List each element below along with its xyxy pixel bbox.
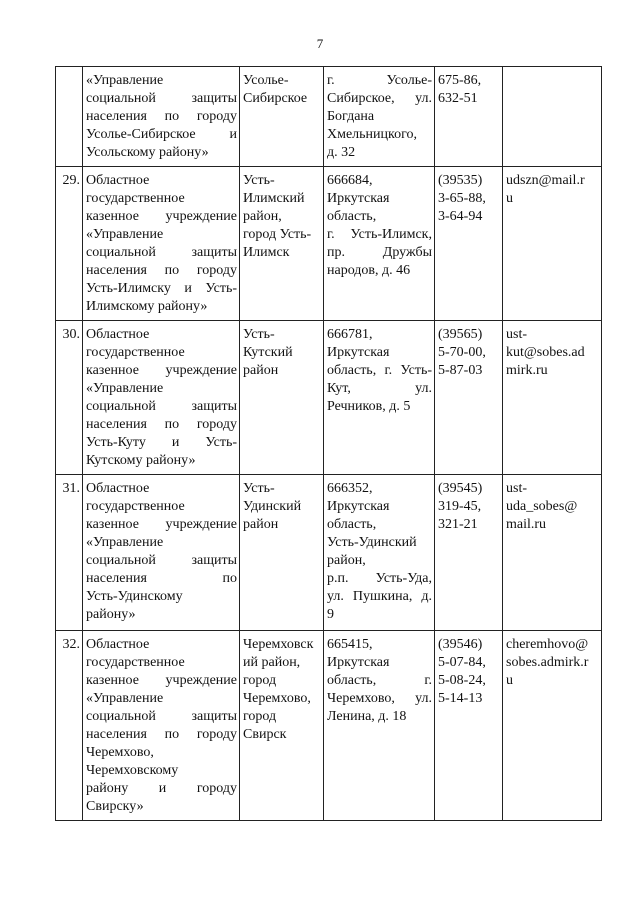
- organization-name-line: Кутскому району»: [86, 453, 196, 468]
- organization-name-line: «Управление: [86, 73, 164, 88]
- phone-numbers-line: 5-14-13: [438, 691, 483, 706]
- area-name-line: Илимск: [243, 245, 290, 260]
- area-name-line: город: [243, 673, 277, 688]
- area-name-cell: [240, 475, 324, 631]
- address-line: Иркутская: [327, 191, 390, 206]
- organization-name-line: населения по: [86, 571, 237, 586]
- organization-name-line: «Управление: [86, 535, 164, 550]
- organization-name-line: Усть-Куту и Усть-: [86, 435, 237, 450]
- organization-name-cell: [83, 475, 240, 631]
- row-number: 31.: [56, 475, 83, 631]
- address-line: Иркутская: [327, 345, 390, 360]
- area-name-line: район: [243, 363, 279, 378]
- address-line: Усть-Удинский: [327, 535, 417, 550]
- organization-name-line: социальной защиты: [86, 245, 237, 260]
- address-line: область,: [327, 517, 377, 532]
- area-name-line: Черемховск: [243, 637, 314, 652]
- phone-numbers-line: (39565): [438, 327, 483, 342]
- organization-name-line: государственное: [86, 655, 185, 670]
- address-line: Иркутская: [327, 655, 390, 670]
- organization-name-line: Областное: [86, 173, 150, 188]
- organization-name-line: социальной защиты: [86, 399, 237, 414]
- area-name-line: Удинский: [243, 499, 302, 514]
- address-cell: [324, 321, 435, 475]
- organization-name-line: социальной защиты: [86, 91, 237, 106]
- address-line: Речников, д. 5: [327, 399, 411, 414]
- email-address-line[interactable]: kut@sobes.ad: [506, 345, 585, 360]
- phone-numbers-line: (39545): [438, 481, 483, 496]
- address-cell: [324, 631, 435, 821]
- address-line: пр. Дружбы: [327, 245, 432, 260]
- organization-name-cell: [83, 67, 240, 167]
- organization-name-line: населения по городу: [86, 727, 237, 742]
- address-line: Кут, ул.: [327, 381, 432, 396]
- email-address-line[interactable]: mail.ru: [506, 517, 547, 532]
- table-row: [56, 321, 602, 475]
- organization-name-line: казенное учреждение: [86, 673, 237, 688]
- organization-name-line: Илимскому району»: [86, 299, 208, 314]
- organization-name-line: государственное: [86, 345, 185, 360]
- organization-name-line: Усолье-Сибирское и: [86, 127, 237, 142]
- email-address-line[interactable]: mirk.ru: [506, 363, 548, 378]
- email-address-cell: [503, 321, 602, 475]
- organization-name-line: «Управление: [86, 227, 164, 242]
- email-address-cell: [503, 67, 602, 167]
- address-line: 666781,: [327, 327, 373, 342]
- organization-name-line: Областное: [86, 637, 150, 652]
- area-name-cell: [240, 167, 324, 321]
- phone-numbers-line: 5-08-24,: [438, 673, 486, 688]
- organization-name-line: населения по городу: [86, 109, 237, 124]
- table-row: [56, 475, 602, 631]
- phone-numbers-line: 675-86,: [438, 73, 482, 88]
- area-name-line: Черемхово,: [243, 691, 311, 706]
- area-name-line: Усолье-: [243, 73, 289, 88]
- address-line: г. Усолье-: [327, 73, 432, 88]
- area-name-line: город Усть-: [243, 227, 312, 242]
- organization-name-line: Усть-Илимску и Усть-: [86, 281, 237, 296]
- organization-name-line: Черемхово,: [86, 745, 154, 760]
- email-address-cell: [503, 167, 602, 321]
- address-line: Черемхово, ул.: [327, 691, 432, 706]
- area-name-line: Усть-: [243, 481, 275, 496]
- organization-name-line: Усть-Удинскому: [86, 589, 183, 604]
- organization-name-line: социальной защиты: [86, 709, 237, 724]
- organization-name-line: «Управление: [86, 691, 164, 706]
- organization-name-line: казенное учреждение: [86, 363, 237, 378]
- phone-numbers-line: 5-07-84,: [438, 655, 486, 670]
- organization-name-cell: [83, 321, 240, 475]
- organization-name-line: Областное: [86, 327, 150, 342]
- address-line: область, г. Усть-: [327, 363, 432, 378]
- email-address-line[interactable]: cheremhovo@: [506, 637, 589, 652]
- phone-numbers-cell: [435, 475, 503, 631]
- page-number: 7: [316, 36, 324, 51]
- area-name-cell: [240, 631, 324, 821]
- phone-numbers-line: 319-45,: [438, 499, 482, 514]
- address-line: г. Усть-Илимск,: [327, 227, 432, 242]
- address-line: 9: [327, 607, 334, 622]
- address-line: 666352,: [327, 481, 373, 496]
- organization-name-line: государственное: [86, 191, 185, 206]
- address-cell: [324, 475, 435, 631]
- email-address-cell: [503, 475, 602, 631]
- address-line: р.п. Усть-Уда,: [327, 571, 432, 586]
- address-line: Ленина, д. 18: [327, 709, 407, 724]
- address-line: 665415,: [327, 637, 373, 652]
- organization-name-line: «Управление: [86, 381, 164, 396]
- email-address-line[interactable]: ust-: [506, 481, 527, 496]
- email-address-line[interactable]: u: [506, 191, 513, 206]
- area-name-line: Свирск: [243, 727, 287, 742]
- organization-name-cell: [83, 167, 240, 321]
- organization-name-line: казенное учреждение: [86, 517, 237, 532]
- organization-name-line: казенное учреждение: [86, 209, 237, 224]
- address-line: Иркутская: [327, 499, 390, 514]
- phone-numbers-line: 321-21: [438, 517, 478, 532]
- row-number: 32.: [56, 631, 83, 821]
- organization-name-cell: [83, 631, 240, 821]
- organization-name-line: государственное: [86, 499, 185, 514]
- agency-table: [55, 66, 602, 821]
- organization-name-line: Усольскому району»: [86, 145, 209, 160]
- address-line: область,: [327, 209, 377, 224]
- row-number: [56, 67, 83, 167]
- email-address-line[interactable]: uda_sobes@: [506, 499, 578, 514]
- address-line: народов, д. 46: [327, 263, 411, 278]
- address-line: д. 32: [327, 145, 356, 160]
- row-number: 29.: [56, 167, 83, 321]
- address-line: район,: [327, 553, 366, 568]
- address-cell: [324, 67, 435, 167]
- email-address-line[interactable]: sobes.admirk.r: [506, 655, 589, 670]
- organization-name-line: району и городу: [86, 781, 237, 796]
- organization-name-line: Свирску»: [86, 799, 144, 814]
- phone-numbers-line: 632-51: [438, 91, 478, 106]
- row-number: 30.: [56, 321, 83, 475]
- area-name-line: Сибирское: [243, 91, 308, 106]
- organization-name-line: району»: [86, 607, 136, 622]
- area-name-line: Усть-: [243, 173, 275, 188]
- area-name-line: ий район,: [243, 655, 301, 670]
- email-address-line[interactable]: udszn@mail.r: [506, 173, 585, 188]
- organization-name-line: социальной защиты: [86, 553, 237, 568]
- agency-table-body: [56, 67, 602, 821]
- address-cell: [324, 167, 435, 321]
- phone-numbers-line: 3-65-88,: [438, 191, 486, 206]
- area-name-line: Кутский: [243, 345, 293, 360]
- area-name-line: район,: [243, 209, 282, 224]
- table-row: [56, 67, 602, 167]
- area-name-line: Илимский: [243, 191, 305, 206]
- phone-numbers-line: (39546): [438, 637, 483, 652]
- email-address-cell: [503, 631, 602, 821]
- area-name-line: город: [243, 709, 277, 724]
- phone-numbers-line: 5-87-03: [438, 363, 483, 378]
- organization-name-line: населения по городу: [86, 263, 237, 278]
- address-line: Хмельницкого,: [327, 127, 418, 142]
- phone-numbers-cell: [435, 631, 503, 821]
- phone-numbers-cell: [435, 321, 503, 475]
- area-name-cell: [240, 67, 324, 167]
- area-name-line: Усть-: [243, 327, 275, 342]
- phone-numbers-cell: [435, 67, 503, 167]
- address-line: Сибирское, ул.: [327, 91, 432, 106]
- table-row: [56, 167, 602, 321]
- organization-name-line: населения по городу: [86, 417, 237, 432]
- phone-numbers-line: (39535): [438, 173, 483, 188]
- phone-numbers-line: 5-70-00,: [438, 345, 486, 360]
- address-line: ул. Пушкина, д.: [327, 589, 432, 604]
- email-address-line[interactable]: ust-: [506, 327, 527, 342]
- phone-numbers-cell: [435, 167, 503, 321]
- area-name-line: район: [243, 517, 279, 532]
- email-address-line[interactable]: u: [506, 673, 513, 688]
- table-row: [56, 631, 602, 821]
- area-name-cell: [240, 321, 324, 475]
- organization-name-line: Черемховскому: [86, 763, 179, 778]
- organization-name-line: Областное: [86, 481, 150, 496]
- address-line: Богдана: [327, 109, 375, 124]
- address-line: 666684,: [327, 173, 373, 188]
- phone-numbers-line: 3-64-94: [438, 209, 483, 224]
- address-line: область, г.: [327, 673, 432, 688]
